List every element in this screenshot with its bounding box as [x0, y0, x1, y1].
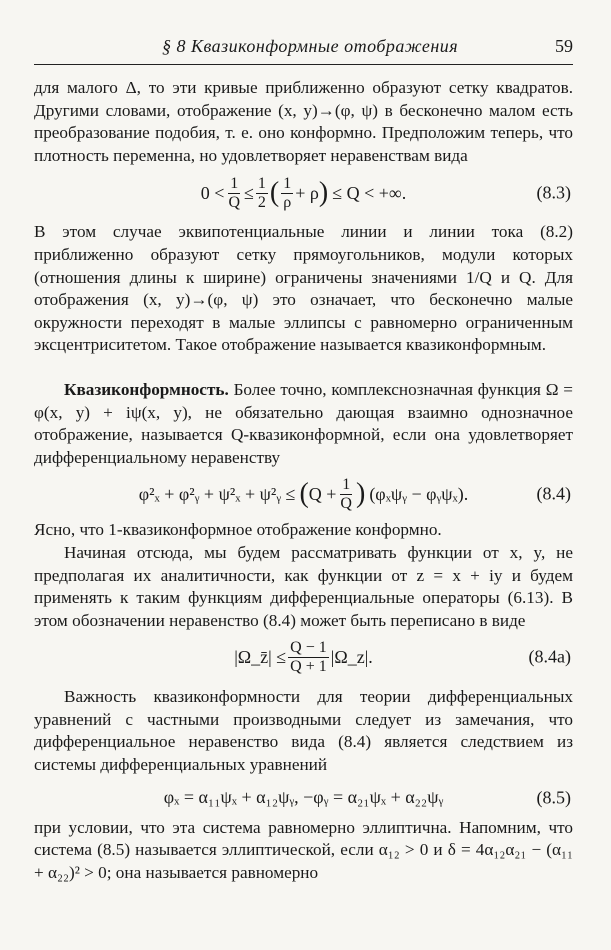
eq84-paren-open: (: [299, 478, 309, 510]
page-number: 59: [555, 36, 573, 56]
eq83-number: (8.3): [536, 183, 571, 204]
eq84-q-plus: Q +: [308, 484, 337, 505]
eq83-paren-open: (: [269, 177, 280, 209]
equation-8-4: [34, 471, 573, 517]
eq84-paren-close: ): [355, 478, 366, 510]
eq84a-frac: $\frac{Q - 1}{Q + 1}$: [290, 638, 327, 675]
paragraph-1: для малого Δ, то эти кривые приближенно образуют сетку квадратов. Другими словами, отображение (x, y)→(φ, ψ) в бесконечно малом есть преобразование подобия, т. е. оно конформно. Предположим теперь, что плотность переменна, но удовлетворяет неравенствам вида: [34, 78, 573, 165]
eq84-right: (φₓψᵧ − φᵧψₓ).: [369, 484, 469, 505]
eq83-frac1: $\frac{1}{Q}$: [228, 174, 240, 211]
eq85-number: (8.5): [536, 787, 571, 808]
eq84a-right: |Ω_z|.: [330, 646, 373, 667]
eq83-left: 0 <: [200, 183, 225, 204]
eq83-right: ≤ Q < +∞.: [332, 183, 407, 204]
eq83-mid: ≤: [244, 183, 254, 204]
running-title: § 8 Квазиконформные отображения: [162, 36, 459, 56]
page-body: [34, 77, 573, 884]
eq84-frac: $\frac{1}{Q}$: [340, 475, 352, 512]
eq85-text: φₓ = α₁₁ψₓ + α₁₂ψᵧ, −φᵧ = α₂₁ψₓ + α₂₂ψᵧ: [163, 787, 444, 808]
eq84a-number: (8.4a): [528, 646, 571, 667]
eq84-left: φ²ₓ + φ²ᵧ + ψ²ₓ + ψ²ᵧ ≤: [138, 484, 296, 505]
equation-8-3: [34, 169, 573, 217]
running-header: [34, 34, 573, 65]
paragraph-3-text: Более точно, комплекснозначная функция Ω = φ(x, y) + iψ(x, y), не обязательно дающая взаимно однозначное отображение, называется Q-квазиконформной, если она удовлетворяет дифференциальному неравенству: [34, 379, 573, 467]
paragraph-4: Ясно, что 1-квазиконформное отображение конформно.: [34, 520, 442, 540]
section-heading: Квазиконформность.: [64, 379, 229, 399]
paragraph-5: Начиная отсюда, мы будем рассматривать функции от x, y, не предполагая их аналитичности, как функции от z = x + iy и будем применять к таким функциям дифференциальные операторы (6.13). В этом обозначении неравенство (8.4) может быть переписано в виде: [34, 542, 573, 630]
eq83-frac2: $\frac{1}{2}$: [257, 174, 266, 211]
paragraph-6: Важность квазиконформности для теории дифференциальных уравнений с частными производными следует из замечания, что дифференциальное неравенство вида (8.4) является следствием из системы дифференциальных уравнений: [34, 687, 573, 775]
eq84-number: (8.4): [536, 484, 571, 505]
paragraph-7: при условии, что эта система равномерно эллиптична. Напомним, что система (8.5) называется эллиптической, если α₁₂ > 0 и δ = 4α₁₂α₂₁ − (α₁₁ + α₂₂)² > 0; она называется равномерно: [34, 817, 573, 882]
eq84a-left: |Ω_z̄| ≤: [234, 646, 287, 667]
paragraph-3: [34, 379, 573, 469]
equation-8-4a: [34, 634, 573, 680]
paragraph-2: В этом случае эквипотенциальные линии и линии тока (8.2) приближенно образуют сетку прямоугольников, модули которых (отношения длины к ширине) ограничены значениями 1/Q и Q. Для отображения (x, y)→(φ, ψ) это означает, что бесконечно малые окружности переходят в малые эллипсы с равномерно ограниченным эксцентриситетом. Такое отображение называется квазиконформным.: [34, 222, 573, 355]
equation-8-5: [34, 779, 573, 817]
eq83-plus-rho: + ρ: [295, 183, 319, 204]
eq83-paren-close: ): [318, 177, 329, 209]
eq83-frac3: $\frac{1}{\rho}$: [283, 174, 292, 211]
